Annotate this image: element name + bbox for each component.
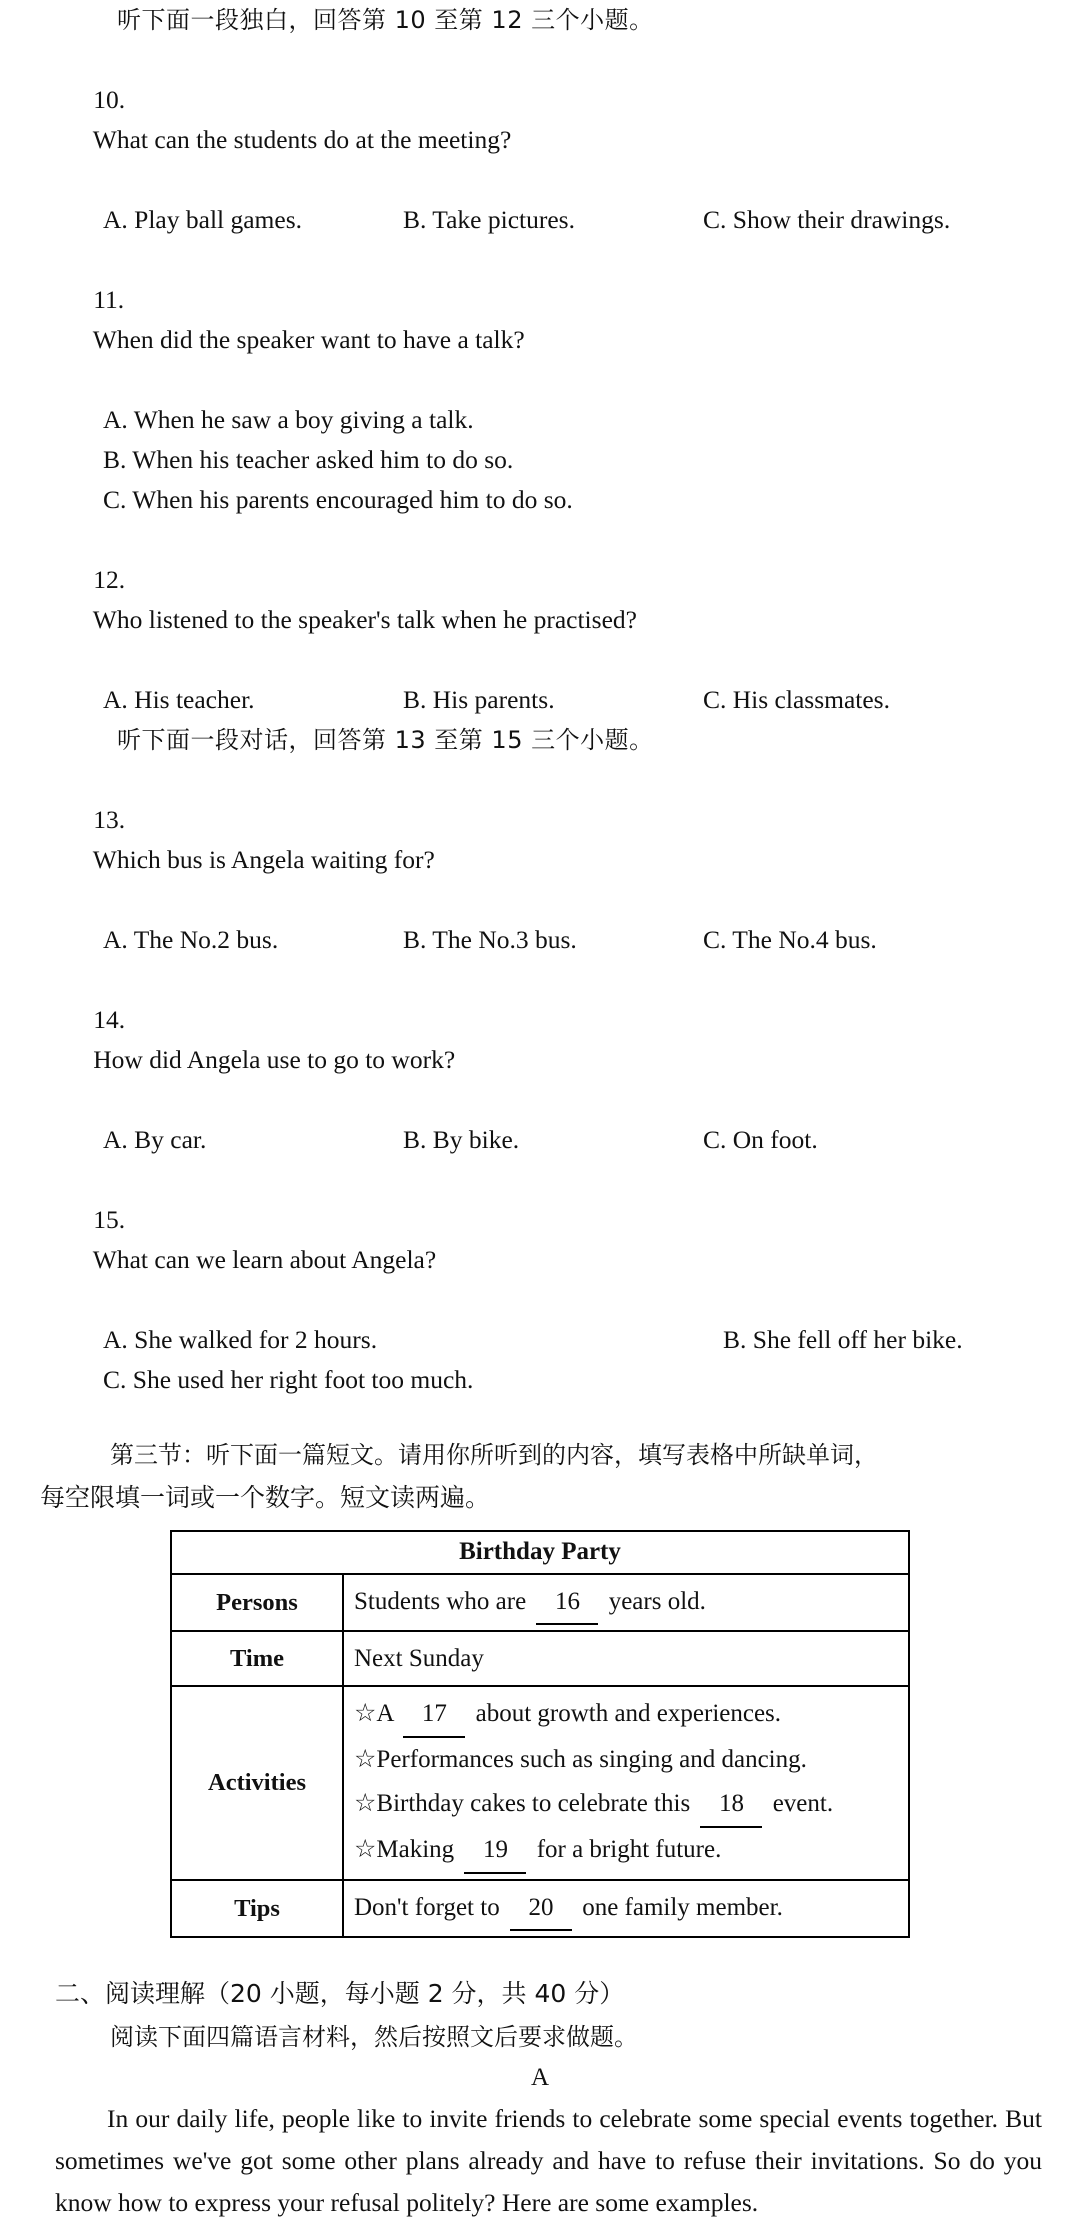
birthday-party-table-wrapper bbox=[0, 1530, 1080, 1938]
text-after: about growth and experiences. bbox=[469, 1700, 782, 1727]
option-c[interactable]: C. On foot. bbox=[703, 1125, 818, 1154]
question-10-options bbox=[55, 200, 1040, 240]
question-15 bbox=[55, 1160, 1040, 1320]
row-value-time: Next Sunday bbox=[343, 1631, 909, 1686]
section-three-intro-line-2: 每空限填一词或一个数字。短文读两遍。 bbox=[40, 1483, 491, 1512]
birthday-party-table bbox=[170, 1530, 910, 1938]
question-15-options bbox=[55, 1320, 1040, 1360]
passage-a-text bbox=[0, 2098, 1080, 2224]
text-before: ☆Making bbox=[354, 1836, 461, 1863]
question-14-stem: How did Angela use to go to work? bbox=[93, 1045, 456, 1074]
text-before: Don't forget to bbox=[354, 1894, 506, 1921]
option-b[interactable]: B. When his teacher asked him to do so. bbox=[103, 445, 514, 474]
question-10 bbox=[55, 40, 1040, 200]
section-three-intro-line-1: 第三节：听下面一篇短文。请用你所听到的内容，填写表格中所缺单词， bbox=[110, 1441, 878, 1469]
answer-blank-16[interactable]: 16 bbox=[536, 1580, 598, 1625]
text-after: years old. bbox=[602, 1588, 706, 1615]
table-title: Birthday Party bbox=[171, 1531, 909, 1574]
option-b[interactable]: B. Take pictures. bbox=[403, 205, 575, 234]
activity-line-1 bbox=[354, 1692, 898, 1738]
option-a[interactable]: A. His teacher. bbox=[103, 685, 255, 714]
listening-intro-1: 听下面一段独白，回答第 10 至第 12 三个小题。 bbox=[117, 6, 654, 34]
table-title-row bbox=[171, 1531, 909, 1574]
question-15-number: 15. bbox=[93, 1205, 126, 1234]
text-before: Students who are bbox=[354, 1588, 533, 1615]
option-a[interactable]: A. When he saw a boy giving a talk. bbox=[103, 405, 474, 434]
text-before: ☆Birthday cakes to celebrate this bbox=[354, 1790, 697, 1817]
text-after: for a bright future. bbox=[530, 1836, 722, 1863]
answer-blank-17[interactable]: 17 bbox=[403, 1692, 465, 1738]
question-11-number: 11. bbox=[93, 285, 125, 314]
option-c[interactable]: C. The No.4 bus. bbox=[703, 925, 877, 954]
table-row bbox=[171, 1880, 909, 1937]
question-10-number: 10. bbox=[93, 85, 126, 114]
question-11-stem: When did the speaker want to have a talk? bbox=[92, 325, 525, 354]
row-value-persons bbox=[343, 1574, 909, 1631]
row-label-time: Time bbox=[171, 1631, 343, 1686]
option-a[interactable]: A. She walked for 2 hours. bbox=[103, 1325, 378, 1354]
option-a[interactable]: A. The No.2 bus. bbox=[103, 925, 279, 954]
activity-line-4 bbox=[354, 1828, 898, 1874]
row-label-persons: Persons bbox=[171, 1574, 343, 1631]
option-b[interactable]: B. By bike. bbox=[403, 1125, 520, 1154]
question-13-number: 13. bbox=[93, 805, 126, 834]
question-15-stem: What can we learn about Angela? bbox=[92, 1245, 437, 1274]
table-row bbox=[171, 1686, 909, 1880]
answer-blank-20[interactable]: 20 bbox=[510, 1886, 572, 1931]
answer-blank-19[interactable]: 19 bbox=[464, 1828, 526, 1874]
table-row bbox=[171, 1631, 909, 1686]
activity-line-2: ☆Performances such as singing and dancing. bbox=[354, 1746, 807, 1773]
question-14 bbox=[55, 960, 1040, 1120]
row-value-activities bbox=[343, 1686, 909, 1880]
question-13 bbox=[55, 760, 1040, 920]
row-label-activities: Activities bbox=[171, 1686, 343, 1880]
question-13-options bbox=[55, 920, 1040, 960]
question-11 bbox=[55, 240, 1040, 400]
reading-heading: 二、阅读理解（20 小题，每小题 2 分，共 40 分） bbox=[55, 1979, 625, 2008]
row-label-tips: Tips bbox=[171, 1880, 343, 1937]
section-three bbox=[0, 1434, 1080, 1938]
text-before: ☆A bbox=[354, 1700, 400, 1727]
table-row bbox=[171, 1574, 909, 1631]
option-b[interactable]: B. His parents. bbox=[403, 685, 555, 714]
question-10-stem: What can the students do at the meeting? bbox=[92, 125, 512, 154]
question-13-stem: Which bus is Angela waiting for? bbox=[92, 845, 435, 874]
option-a[interactable]: A. Play ball games. bbox=[103, 205, 303, 234]
question-12-stem: Who listened to the speaker's talk when he practised? bbox=[92, 605, 637, 634]
passage-letter: A bbox=[530, 2064, 550, 2091]
passage-a-body: In our daily life, people like to invite friends to celebrate some special events together. But sometimes we've got some other plans already and have to refuse their invitations. So do you know how to express your refusal politely? Here are some examples. bbox=[55, 2104, 1042, 2217]
option-c[interactable]: C. When his parents encouraged him to do so. bbox=[103, 485, 573, 514]
option-c[interactable]: C. Show their drawings. bbox=[703, 205, 951, 234]
option-c[interactable]: C. She used her right foot too much. bbox=[103, 1365, 474, 1394]
question-12 bbox=[55, 520, 1040, 680]
listening-intro-2: 听下面一段对话，回答第 13 至第 15 三个小题。 bbox=[117, 726, 654, 754]
row-value-tips bbox=[343, 1880, 909, 1937]
question-14-number: 14. bbox=[93, 1005, 126, 1034]
answer-blank-18[interactable]: 18 bbox=[700, 1782, 762, 1828]
text-after: event. bbox=[766, 1790, 834, 1817]
question-12-number: 12. bbox=[93, 565, 126, 594]
question-12-options bbox=[55, 680, 1040, 720]
text-after: one family member. bbox=[575, 1894, 783, 1921]
question-14-options bbox=[55, 1120, 1040, 1160]
option-a[interactable]: A. By car. bbox=[103, 1125, 207, 1154]
option-b[interactable]: B. The No.3 bus. bbox=[403, 925, 577, 954]
reading-subheading: 阅读下面四篇语言材料，然后按照文后要求做题。 bbox=[110, 2023, 638, 2051]
option-c[interactable]: C. His classmates. bbox=[703, 685, 890, 714]
activity-line-3 bbox=[354, 1782, 898, 1828]
reading-section bbox=[0, 1972, 1080, 2224]
option-b[interactable]: B. She fell off her bike. bbox=[723, 1325, 963, 1354]
